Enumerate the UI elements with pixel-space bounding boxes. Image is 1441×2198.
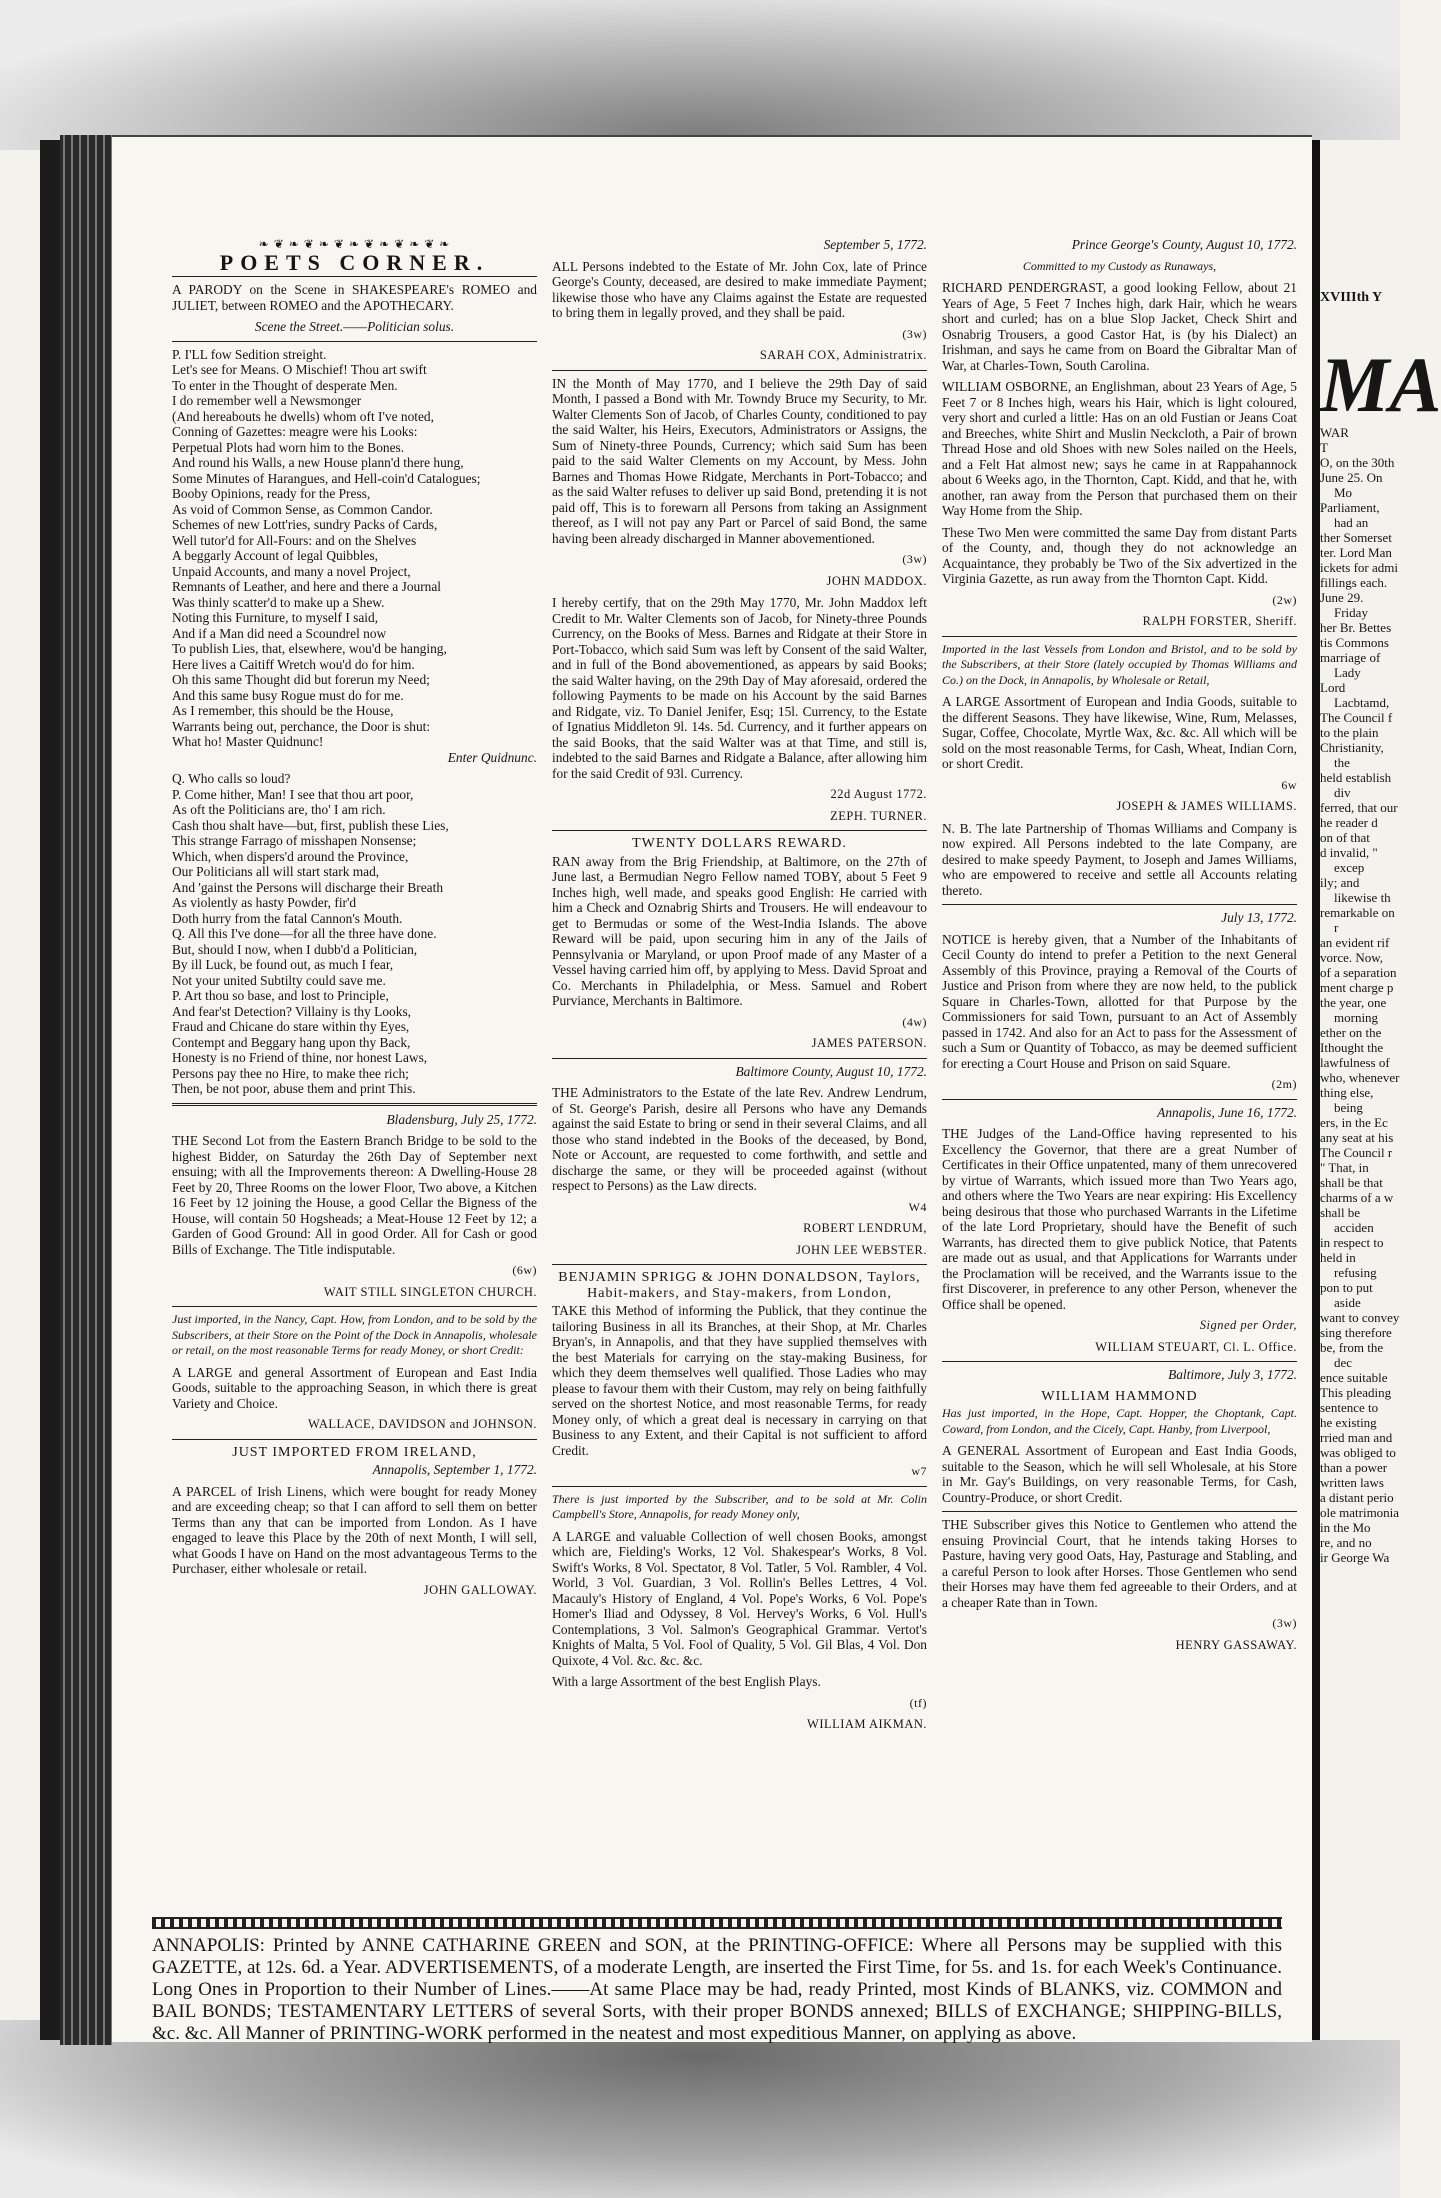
facing-text-line: Ithought the bbox=[1320, 1040, 1384, 1055]
ad-mark: (3w) bbox=[1272, 1616, 1297, 1630]
ad-body: RAN away from the Brig Friendship, at Baltimore, on the 27th of June last, a Bermudian Negro Fellow named TOBY, about 5 Feet 9 Inches high, well made, and speaks good English: He carried with him a Check and Oznabrig Shirts and Trousers. He will endeavour to get to Bermudas or some of the West-India Islands. The above Reward will be paid, upon securing him in any of the Jails of Pennsylvania or Maryland, or upon Proof made of any Master of a Vessel having carried him off, by applying to Mess. David Sproat and Co. Merchants in Philadelphia, or Mess. Samuel and Robert Purviance, Merchants in Baltimore. bbox=[552, 853, 927, 1008]
colophon-text: ANNAPOLIS: Printed by ANNE CATHARINE GREEN and SON, at the PRINTING-OFFICE: Where all Persons may be supplied with this GAZETTE, at 12s. 6d. a Year. ADVERTISEMENTS, of a moderate Length, are inserted the First Time, for 5s. and 1s. for each Week's Continuance. Long Ones in Proportion to their Number of Lines.——At same Place may be had, ready Printed, most Kinds of BLANKS, viz. COMMON and BAIL BONDS; TESTAMENTARY LETTERS of several Sorts, with their proper BONDS annexed; BILLS of EXCHANGE; SHIPPING-BILLS, &c. &c. All Manner of PRINTING-WORK performed in the neatest and most expeditious Manner, on applying as above. bbox=[152, 1935, 1282, 2044]
divider bbox=[172, 1103, 537, 1106]
ornament-rule: ❧ ❦ ❧ ❦ ❧ ❦ ❧ ❦ ❧ ❦ ❧ ❦ ❧ bbox=[258, 237, 451, 251]
divider bbox=[552, 1058, 927, 1059]
verse-line: Cash thou shalt have—but, first, publish these Lies, bbox=[172, 817, 449, 833]
facing-text-line: ter. Lord Man bbox=[1320, 545, 1392, 560]
ad-signature: RALPH FORSTER, Sheriff. bbox=[1142, 614, 1297, 628]
verse-line: Our Politicians all will start stark mad, bbox=[172, 864, 380, 879]
verse-line: And 'gainst the Persons will discharge their Breath bbox=[172, 879, 444, 895]
facing-text-line: to the plain bbox=[1320, 725, 1379, 740]
verse-line: To enter in the Thought of desperate Men. bbox=[172, 377, 398, 393]
verse-line: Fraud and Chicane do stare within thy Eyes, bbox=[172, 1019, 410, 1034]
verse-line: P. Come hither, Man! I see that thou art poor, bbox=[172, 786, 414, 802]
verse-line: And if a Man did need a Scoundrel now bbox=[172, 625, 387, 641]
divider bbox=[942, 904, 1297, 905]
ad-body: A LARGE and valuable Collection of well chosen Books, amongst which are, Fielding's Works, 12 Vol. Shakespear's Works, 8 Vol. Swift's Works, 8 Vol. Spectator, 8 Vol. Tatler, 5 Vol. Rambler, 4 Vol. World, 3 Vol. Guardian, 3 Vol. Rollin's Belles Lettres, 4 Vol. Macauly's History of England, 4 Vol. Pope's Works, 6 Vol. Pope's Homer's Iliad and Odyssey, 8 Vol. Hervey's Works, 6 Vol. Hull's Contemplations, 3 Vol. Salmon's Geographical Grammar. Vertot's Knights of Malta, 5 Vol. Fool of Quality, 5 Vol. Gil Blas, 4 Vol. Don Quixote, 4 Vol. &c. &c. &c. bbox=[552, 1528, 927, 1668]
facing-text-line: a distant perio bbox=[1320, 1490, 1394, 1505]
verse-line: Q. Who calls so loud? bbox=[172, 771, 291, 786]
facing-text-line: sentence to bbox=[1320, 1400, 1379, 1415]
verse-line: Schemes of new Lott'ries, sundry Packs of Cards, bbox=[172, 517, 438, 532]
ad-signature: HENRY GASSAWAY. bbox=[1175, 1637, 1297, 1652]
ad-mark: (tf) bbox=[909, 1695, 927, 1710]
dateline: Bladensburg, July 25, 1772. bbox=[386, 1111, 537, 1127]
facing-text-line: written laws bbox=[1320, 1475, 1384, 1490]
verse-line: (And hereabouts he dwells) whom oft I've noted, bbox=[172, 408, 434, 424]
facing-text-line: WAR bbox=[1320, 425, 1349, 440]
divider bbox=[552, 370, 927, 371]
ad-mark: (4w) bbox=[902, 1014, 927, 1029]
verse-line: And fear'st Detection? Villainy is thy Looks, bbox=[172, 1003, 411, 1019]
facing-text-line: held in refusing bbox=[1320, 1250, 1377, 1280]
facing-text-line: ether on the bbox=[1320, 1025, 1382, 1040]
facing-text-line: T bbox=[1320, 440, 1328, 455]
facing-text-line: pon to put aside bbox=[1320, 1280, 1373, 1310]
verse-line: Unpaid Accounts, and many a novel Project, bbox=[172, 563, 411, 579]
verse-line: Perpetual Plots had worn him to the Bones. bbox=[172, 439, 405, 455]
facing-page-fragment bbox=[1320, 140, 1441, 2040]
ad-signature: ROBERT LENDRUM, bbox=[803, 1221, 927, 1235]
facing-text-line: O, on the 30th bbox=[1320, 455, 1395, 470]
ad-note: N. B. The late Partnership of Thomas Williams and Company is now expired. All Persons indebted to the late Company, are desired to make speedy Payment, to Joseph and James Williams, who are empowered to receive and settle all Accounts relating thereto. bbox=[942, 820, 1297, 898]
facing-text-line: ther Somerset bbox=[1320, 530, 1392, 545]
divider bbox=[172, 1306, 537, 1307]
facing-text-line: than a power bbox=[1320, 1460, 1388, 1475]
verse-line: Let's see for Means. O Mischief! Thou art swift bbox=[172, 362, 427, 377]
facing-text-line: on of that bbox=[1320, 830, 1370, 845]
page-gutter bbox=[1312, 140, 1320, 2040]
dateline: Baltimore County, August 10, 1772. bbox=[735, 1063, 927, 1079]
column-2 bbox=[552, 237, 927, 1739]
ad-signature: JAMES PATERSON. bbox=[811, 1036, 927, 1050]
dateline: September 5, 1772. bbox=[823, 237, 927, 252]
verse-line: Not your united Subtilty could save me. bbox=[172, 972, 386, 988]
ad-body: These Two Men were committed the same Day from distant Parts of the County, and, though they do not acknowledge an Acquaintance, they probably be Two of the Six advertized in the Virginia Gazette, as run away from the Thornton Capt. Kidd. bbox=[942, 524, 1297, 586]
facing-text-line: ily; and likewise th bbox=[1320, 875, 1391, 905]
ad-signature: JOSEPH & JAMES WILLIAMS. bbox=[1116, 799, 1297, 813]
verse-line: And this same busy Rogue must do for me. bbox=[172, 687, 404, 703]
divider bbox=[172, 341, 537, 342]
ad-signature: SARAH COX, Administratrix. bbox=[759, 348, 927, 362]
ad-heading: BENJAMIN SPRIGG & JOHN DONALDSON, Taylors, Habit-makers, and Stay-makers, from London, bbox=[558, 1270, 921, 1301]
verse-line: What ho! Master Quidnunc! bbox=[172, 734, 324, 749]
ad-body: TAKE this Method of informing the Publick, that they continue the tailoring Business in all its Branches, at their Shop, at Mr. Charles Bryan's, in Annapolis, and that they have supplied themselves with the best Materials for carrying on the stay-making Business, for which they deem themselves well qualified. Those Ladies who may please to favour them with their Custom, may rely on being faithfully served on the shortest Notice, and most reasonable Terms, for ready Money only, of which a great deal is necessary in carrying on that Business to any Extent, and their Capital is not sufficient to afford Credit. bbox=[552, 1303, 927, 1458]
divider bbox=[552, 830, 927, 831]
ad-signature: WILLIAM STEUART, Cl. L. Office. bbox=[1095, 1339, 1297, 1354]
ad-signature: WILLIAM AIKMAN. bbox=[807, 1717, 927, 1731]
facing-text-line: the year, one morning bbox=[1320, 995, 1387, 1025]
dateline: Annapolis, September 1, 1772. bbox=[372, 1462, 537, 1477]
verse-line: Q. All this I've done—for all the three have done. bbox=[172, 926, 437, 941]
facing-text-line: marriage of Lady bbox=[1320, 650, 1381, 680]
facing-text-line: any seat at his bbox=[1320, 1130, 1394, 1145]
facing-text-line: remarkable on r bbox=[1320, 905, 1395, 935]
verse-line: Persons pay thee no Hire, to make thee rich; bbox=[172, 1065, 409, 1081]
verse-line: To publish Lies, that, elsewhere, wou'd be hanging, bbox=[172, 641, 447, 656]
verse-line: Here lives a Caitiff Wretch wou'd do for him. bbox=[172, 656, 415, 672]
facing-text-line: sing therefore bbox=[1320, 1325, 1392, 1340]
ad-mark: 6w bbox=[1281, 777, 1297, 792]
verse-line: As oft the Politicians are, tho' I am rich. bbox=[172, 802, 386, 817]
facing-text-line: ickets for admi bbox=[1320, 560, 1398, 575]
facing-text-line: rried man and bbox=[1320, 1430, 1393, 1445]
ad-signature: JOHN GALLOWAY. bbox=[423, 1582, 537, 1597]
ad-signature: WAIT STILL SINGLETON CHURCH. bbox=[323, 1284, 537, 1299]
verse-block-2 bbox=[172, 771, 537, 1097]
facing-text-line: of a separation bbox=[1320, 965, 1397, 980]
ad-body: THE Administrators to the Estate of the late Rev. Andrew Lendrum, of St. George's Parish, desire all Persons who have any Demands against the said Estate to bring or send in their several Claims, and all those who stand indebted in the Books of the deceased, by Bond, Note or Account, are requested to come forthwith, and settle and discharge the same, or they will be proceeded against (without respect to Persons) as the Law directs. bbox=[552, 1085, 927, 1193]
verse-line: Conning of Gazettes: meagre were his Looks: bbox=[172, 424, 418, 439]
facing-text-line: June 25. On Mo bbox=[1320, 470, 1383, 500]
verse-line: A beggarly Account of legal Quibbles, bbox=[172, 548, 379, 563]
facing-text-line: ers, in the Ec bbox=[1320, 1115, 1388, 1130]
verse-line: I do remember well a Newsmonger bbox=[172, 393, 362, 408]
facing-year-fragment: XVIIIth Y bbox=[1320, 290, 1383, 305]
verse-line: Noting this Furniture, to myself I said, bbox=[172, 610, 379, 625]
page-edges bbox=[60, 135, 112, 2045]
facing-text-line: who, whenever bbox=[1320, 1070, 1400, 1085]
ad-body: THE Subscriber gives this Notice to Gentlemen who attend the ensuing Provincial Court, that he intends taking Horses to Pasture, having very good Oats, Hay, Pasturage and Stabling, and a careful Person to look after Horses. Those Gentlemen who send their Horses may have them fed agreeable to their Orders, and at a cheaper Rate than in Town. bbox=[942, 1517, 1297, 1610]
verse-line: Oh this same Thought did but forerun my Need; bbox=[172, 672, 430, 687]
dateline: Annapolis, June 16, 1772. bbox=[1157, 1104, 1297, 1120]
verse-line: Which, when dispers'd around the Province, bbox=[172, 848, 409, 864]
facing-text-line: Parliament, had an bbox=[1320, 500, 1380, 530]
column-1 bbox=[172, 237, 537, 1604]
facing-text-line: in the Mo bbox=[1320, 1520, 1371, 1535]
ad-body: WILLIAM OSBORNE, an Englishman, about 23 Years of Age, 5 Feet 7 or 8 Inches high, wears his Hair, which is light coloured, very short and curled a little: Has on an old Fustian or Jeans Coat and Breeches, white Shirt and Muslin Neckcloth, a Pair of brown Thread Hose and old Shoes with new Soles nailed on the Heels, and a Felt Hat almost new; says he came in at Rappahannock about 6 Weeks ago, in the Thornton, Capt. Kidd, and that he, with another, ran away from the Person that purchased them on their Way Home from the Ship. bbox=[942, 379, 1297, 518]
ad-body: A LARGE Assortment of European and India Goods, suitable to the different Seasons. They have likewise, Wine, Rum, Melasses, Sugar, Coffee, Chocolate, Myrtle Wax, &c. &c. All which will be sold on the most reasonable Terms, for Cash, Wheat, Indian Corn, or short Credit. bbox=[942, 694, 1297, 771]
ad-date: 22d August 1772. bbox=[830, 787, 927, 801]
verse-line: Well tutor'd for All-Fours: and on the Shelves bbox=[172, 532, 417, 548]
dateline: July 13, 1772. bbox=[1221, 910, 1297, 925]
divider bbox=[942, 636, 1297, 637]
verse-line: As violently as hasty Powder, fir'd bbox=[172, 895, 357, 910]
facing-text-line: held establish div bbox=[1320, 770, 1392, 800]
ad-body: A LARGE and general Assortment of European and East India Goods, suitable to the approaching Season, in which there is great Variety and Choice. bbox=[172, 1364, 537, 1411]
facing-text-line: want to convey bbox=[1320, 1310, 1400, 1325]
facing-text-line: was obliged to bbox=[1320, 1445, 1396, 1460]
ad-mark: (2w) bbox=[1272, 592, 1297, 607]
ad-body: THE Judges of the Land-Office having represented to his Excellency the Governor, that there are a great Number of Certificates in their Office unpatented, many of them unrecovered by virtue of Warrants, which issued more than Two Years ago, and others where the Two Years are near expiring: His Excellency being desirous that those who purchased Warrants in the Lifetime of the late Lord Proprietary, should have the Benefit of such Warrants, has directed them to give publick Notice, that Patents are made out as usual, and that Applications for Warrants under the Proclamation will be received, and the Warrants issue to the first Discoverer, in preference to any other Person, whenever the Office shall be opened. bbox=[942, 1126, 1297, 1312]
verse-line: Warrants being out, perchance, the Door is shut: bbox=[172, 718, 431, 734]
verse-line: And round his Walls, a new House plann'd there hung, bbox=[172, 455, 464, 470]
ad-mark: (2m) bbox=[1271, 1077, 1297, 1091]
newspaper-page bbox=[112, 135, 1312, 2042]
verse-line: Was thinly scatter'd to make up a Shew. bbox=[172, 594, 385, 610]
facing-text-line: shall be that bbox=[1320, 1175, 1383, 1190]
facing-text-line: in respect to bbox=[1320, 1235, 1384, 1250]
facing-masthead-fragment: MA bbox=[1320, 341, 1441, 428]
verse-line: Some Minutes of Harangues, and Hell-coin'd Catalogues; bbox=[172, 470, 481, 486]
ad-intro: Committed to my Custody as Runaways, bbox=[1022, 258, 1217, 273]
verse-line: Then, be not poor, abuse them and print This. bbox=[172, 1081, 416, 1096]
ad-body: IN the Month of May 1770, and I believe the 29th Day of said Month, I passed a Bond with Mr. Towndy Bruce my Security, to Mr. Walter Clements Son of Jacob, of Charles County, conditioned to pay the said Walter, his Heirs, Executors, Administrators or Assigns, the Sum of Ninety-three Pounds, Currency; which said Sum has been paid to the said Walter Clements on my Account, by Mess. John Barnes and Thomas Howe Ridgate, Merchants in Port-Tobacco; and as the said Walter refuses to deliver up said Bond, pretending it is not paid off, This is to forewarn all Persons from taking an Assignment thereof, as I will not pay any Part or Parcel of said Bond, the same having been already discharged in Manner abovementioned. bbox=[552, 375, 927, 546]
facing-text-line: an evident rif bbox=[1320, 935, 1390, 950]
facing-text-line: ence suitable bbox=[1320, 1370, 1388, 1385]
divider bbox=[942, 1099, 1297, 1100]
ad-body: A GENERAL Assortment of European and East India Goods, suitable to the Season, which he will sell Wholesale, at his Store in Mr. Gay's Buildings, on very reasonable Terms, for Cash, Country-Produce, or short Credit. bbox=[942, 1443, 1297, 1505]
divider bbox=[552, 1486, 927, 1487]
facing-text-line: be, from the dec bbox=[1320, 1340, 1384, 1370]
facing-text-line: he existing bbox=[1320, 1415, 1377, 1430]
verse-line: P. Art thou so base, and lost to Principle, bbox=[172, 988, 389, 1003]
ad-closing: With a large Assortment of the best English Plays. bbox=[552, 1674, 821, 1689]
ad-body: I hereby certify, that on the 29th May 1770, Mr. John Maddox left Credit to Mr. Walter Clements son of Jacob, for Ninety-three Pounds Currency, on the Books of Mess. Barnes and Ridgate at their Store in Port-Tobacco, which said Sum was left by Consent of the said Walter, and in full of the Bond abovementioned, as appears by said Books; the said Walter having, on the 29th Day of May aforesaid, ordered the following Payments to be made on his Account by the said Barnes and Ridgate, viz. To Daniel Jenifer, Esq; 15l. Currency, to the Estate of Ignatius Middleton 9l. 14s. 5d. Currency, and it further appears on the said Books, that the said Walter was at that Time, and still is, indebted to the said Barnes and Ridgate a Balance, after allowing him for the said Credit of 93l. Currency. bbox=[552, 595, 927, 781]
ad-intro: There is just imported by the Subscriber, and to be sold at Mr. Colin Campbell's Store, Annapolis, for ready Money only, bbox=[552, 1491, 927, 1521]
facing-text-line: The Council f bbox=[1320, 710, 1393, 725]
facing-text-line: shall be acciden bbox=[1320, 1205, 1374, 1235]
verse-line: Doth hurry from the fatal Cannon's Mouth. bbox=[172, 910, 403, 926]
verse-line: This strange Farrago of misshapen Nonsense; bbox=[172, 833, 417, 848]
ad-mark: w7 bbox=[911, 1464, 927, 1478]
facing-text-line: ferred, that our bbox=[1320, 800, 1398, 815]
column-3 bbox=[942, 237, 1297, 1659]
facing-text-line: Lord Lacbtamd, bbox=[1320, 680, 1390, 710]
facing-text-line: This pleading bbox=[1320, 1385, 1392, 1400]
ad-mark: W4 bbox=[908, 1199, 927, 1214]
printer-colophon bbox=[152, 1917, 1282, 2045]
verse-block-1 bbox=[172, 347, 537, 750]
facing-text-line: lawfulness of bbox=[1320, 1055, 1390, 1070]
facing-text-line: fillings each. bbox=[1320, 575, 1388, 590]
facing-text-line: thing else, being bbox=[1320, 1085, 1374, 1115]
facing-text-line: tis Commons bbox=[1320, 635, 1389, 650]
verse-line: Remnants of Leather, and here and there a Journal bbox=[172, 579, 442, 594]
ad-mark: (6w) bbox=[512, 1263, 537, 1277]
ad-body: RICHARD PENDERGRAST, a good looking Fellow, about 21 Years of Age, 5 Feet 7 Inches high, dark Hair, which he wears short and curled; has on a blue Slop Jacket, Check Shirt and Osnabrig Trousers, a good Castor Hat, is (by his Dialect) an Irishman, and says he came from on Board the Gibraltar Man of War, at Charles-Town, South Carolina. bbox=[942, 280, 1297, 373]
divider bbox=[942, 1361, 1297, 1362]
facing-text-line: her Br. Bettes bbox=[1320, 620, 1392, 635]
verse-line: P. I'LL fow Sedition streight. bbox=[172, 346, 327, 362]
ad-body: NOTICE is hereby given, that a Number of the Inhabitants of Cecil County do intend to prefer a Petition to the next General Assembly of this Province, praying a Removal of the Courts of Justice and Prison from where they are now held, to the publick Square in Charles-Town, allotted for that Purpose by the Commissioners for said Town, pursuant to an Act of Assembly passed in 1742. And also for an Act to pass for the Assessment of such a Sum or Quantity of Tobacco, as may be deemed sufficient for erecting a Court House and Prison on said Square. bbox=[942, 931, 1297, 1071]
ad-signature: JOHN MADDOX. bbox=[826, 573, 927, 588]
ad-signature: ZEPH. TURNER. bbox=[830, 808, 927, 823]
verse-line: Booby Opinions, ready for the Press, bbox=[172, 486, 371, 501]
ad-intro: Has just imported, in the Hope, Capt. Hopper, the Choptank, Capt. Coward, from London, and the Cicely, Capt. Hanby, from Liverpool, bbox=[942, 1406, 1297, 1436]
ad-body: A PARCEL of Irish Linens, which were bought for ready Money and are exceeding cheap; so that I can afford to sell them on better Terms than any that can be imported from London. As I have engaged to leave this Place by the 20th of next Month, I will sell, what Goods I have on Hand on the most advantageous Terms to the Purchaser, either wholesale or retail. bbox=[172, 1483, 537, 1576]
facing-text-line: d invalid, " excep bbox=[1320, 845, 1378, 875]
facing-text-line: charms of a w bbox=[1320, 1190, 1394, 1205]
ad-mark: (3w) bbox=[902, 326, 927, 341]
facing-text-line: he reader d bbox=[1320, 815, 1378, 830]
ad-signature: WALLACE, DAVIDSON and JOHNSON. bbox=[307, 1417, 537, 1431]
ad-signature: JOHN LEE WEBSTER. bbox=[796, 1242, 927, 1257]
dateline: Prince George's County, August 10, 1772. bbox=[1071, 237, 1297, 252]
facing-column-text bbox=[1320, 425, 1400, 1565]
divider bbox=[942, 1511, 1297, 1512]
verse-line: As void of Common Sense, as Common Candor. bbox=[172, 501, 433, 517]
verse-line: Honesty is no Friend of thine, nor honest Laws, bbox=[172, 1050, 428, 1065]
poets-corner-heading: POETS CORNER. bbox=[219, 249, 490, 275]
scan-shadow-top bbox=[0, 0, 1400, 150]
divider bbox=[552, 1264, 927, 1265]
divider bbox=[172, 276, 537, 277]
ad-mark: (3w) bbox=[902, 552, 927, 566]
ad-heading: TWENTY DOLLARS REWARD. bbox=[632, 836, 847, 851]
ad-heading: JUST IMPORTED FROM IRELAND, bbox=[232, 1444, 477, 1460]
facing-text-line: ole matrimonia bbox=[1320, 1505, 1400, 1520]
ornament-rule bbox=[152, 1917, 1282, 1929]
facing-text-line: ment charge p bbox=[1320, 980, 1394, 995]
verse-line: Contempt and Beggary hang upon thy Back, bbox=[172, 1034, 411, 1050]
ad-intro: Just imported, in the Nancy, Capt. How, from London, and to be sold by the Subscribers, at their Store on the Point of the Dock in Annapolis, wholesale or retail, on the most reasonable Terms for ready Money, or short Credit: bbox=[172, 1312, 537, 1357]
ad-body: THE Second Lot from the Eastern Branch Bridge to be sold to the highest Bidder, on Saturday the 26th Day of September next ensuing; with all the Improvements thereon: A Dwelling-House 28 Feet by 20, Three Rooms on the lower Floor, Two above, a Kitchen 16 Feet by 12 joining the House, a good Cellar the Bigness of the House, will contain 50 Hogsheads; a Meat-House 12 Feet by 12; a Garden of Good Ground: All in good Order. All for Cash or good Bills of Exchange. The Title indisputable. bbox=[172, 1133, 537, 1257]
facing-text-line: " That, in bbox=[1320, 1160, 1369, 1175]
ad-heading: WILLIAM HAMMOND bbox=[1041, 1388, 1198, 1404]
verse-line: As I remember, this should be the House, bbox=[172, 703, 394, 718]
dateline: Baltimore, July 3, 1772. bbox=[1168, 1367, 1297, 1382]
facing-text-line: The Council r bbox=[1320, 1145, 1393, 1160]
verse-line: But, should I now, when I dubb'd a Politician, bbox=[172, 941, 418, 957]
divider bbox=[172, 1439, 537, 1440]
facing-text-line: June 29. Friday bbox=[1320, 590, 1368, 620]
scan-shadow-bottom bbox=[0, 2020, 1400, 2198]
ad-intro: Imported in the last Vessels from London and Bristol, and to be sold by the Subscribers, at their Store (lately occupied by Thomas Williams and Co.) on the Dock, in Annapolis, by Wholesale or Retail, bbox=[942, 641, 1297, 687]
verse-line: By ill Luck, be found out, as much I fear, bbox=[172, 957, 394, 972]
ad-body: ALL Persons indebted to the Estate of Mr. John Cox, late of Prince George's County, deceased, are desired to make immediate Payment; likewise those who have any Claims against the Estate are requested to bring them in legally proved, and they shall be paid. bbox=[552, 258, 927, 320]
facing-text-line: re, and no bbox=[1320, 1535, 1372, 1550]
scene-direction: Scene the Street.——Politician solus. bbox=[254, 319, 455, 334]
parody-title: A PARODY on the Scene in SHAKESPEARE's ROMEO and JULIET, between ROMEO and the APOTHECARY. bbox=[172, 282, 537, 313]
facing-text-line: Christianity, the bbox=[1320, 740, 1384, 770]
facing-text-line: vorce. Now, bbox=[1320, 950, 1384, 965]
stage-direction: Enter Quidnunc. bbox=[447, 749, 537, 765]
facing-text-line: ir George Wa bbox=[1320, 1550, 1390, 1565]
ad-signed: Signed per Order, bbox=[1199, 1318, 1297, 1332]
